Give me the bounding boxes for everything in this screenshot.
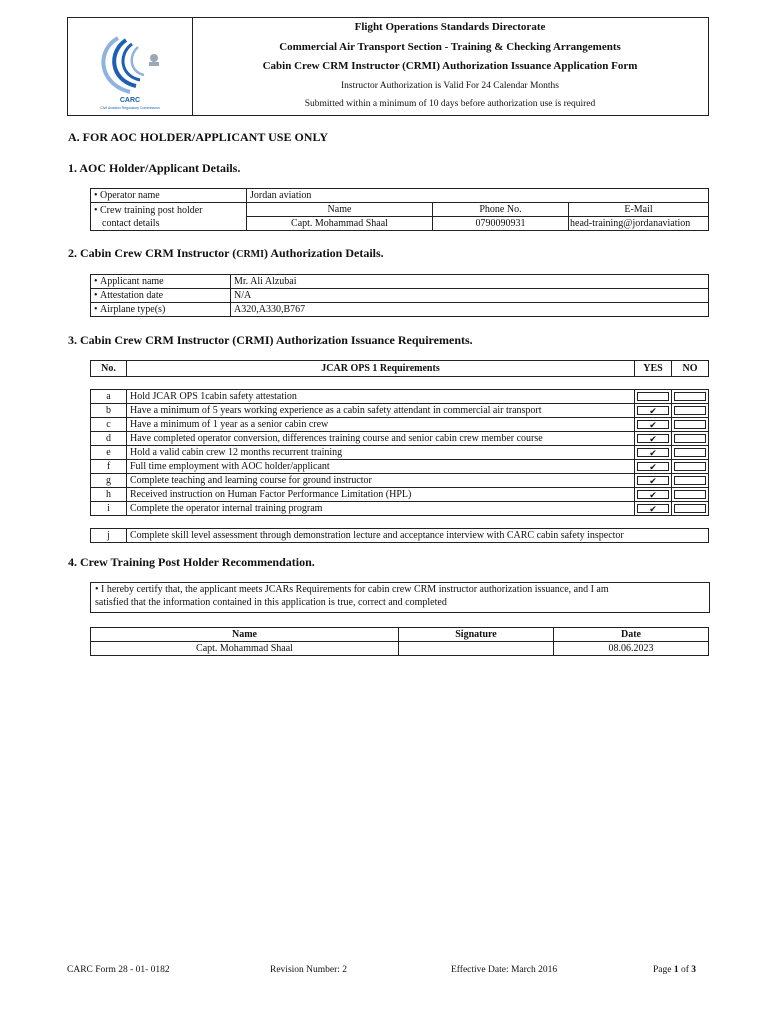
certification-line-2: satisfied that the information contained in this application is true, correct and completed xyxy=(95,597,447,608)
operator-name-label: • Operator name xyxy=(91,189,247,203)
req-yes-checkbox[interactable] xyxy=(635,432,672,446)
checkmark-icon: ✔ xyxy=(649,405,657,416)
section-a-title: A. FOR AOC HOLDER/APPLICANT USE ONLY xyxy=(68,130,329,144)
req-head-no-col: NO xyxy=(672,361,709,377)
table-row xyxy=(91,460,709,474)
airplane-types-label: • Airplane type(s) xyxy=(91,303,231,317)
contact-email: head-training@jordanaviation xyxy=(569,217,709,231)
header-submission: Submitted within a minimum of 10 days before authorization use is required xyxy=(304,99,596,109)
req-text: Have a minimum of 1 year as a senior cabin crew xyxy=(127,418,635,432)
req-yes-checkbox[interactable] xyxy=(635,446,672,460)
checkmark-icon: ✔ xyxy=(649,489,657,500)
applicant-name-label: • Applicant name xyxy=(91,275,231,289)
req-no: d xyxy=(91,432,127,446)
req-yes-checkbox[interactable] xyxy=(635,488,672,502)
footer-page-of: of xyxy=(678,965,692,975)
req-text: Complete teaching and learning course for ground instructor xyxy=(127,474,635,488)
table-row xyxy=(91,390,709,404)
footer-effective-date: Effective Date: March 2016 xyxy=(451,965,558,975)
sig-name-value: Capt. Mohammad Shaal xyxy=(91,642,399,656)
req-no: e xyxy=(91,446,127,460)
req-no: f xyxy=(91,460,127,474)
checkmark-icon: ✔ xyxy=(649,433,657,444)
footer-form-number: CARC Form 28 - 01- 0182 xyxy=(67,965,170,975)
checkmark-icon: ✔ xyxy=(649,503,657,514)
authorization-details-table xyxy=(90,274,709,317)
sig-head-date: Date xyxy=(554,628,709,642)
form-header xyxy=(67,17,709,116)
req-no-checkbox[interactable] xyxy=(672,460,709,474)
logo-subtitle: Civil Aviation Regulatory Commission xyxy=(100,106,160,110)
section-1-title: 1. AOC Holder/Applicant Details. xyxy=(68,161,241,175)
requirement-j-table xyxy=(90,528,709,543)
carc-logo-icon xyxy=(68,18,192,115)
section-2-title-b: CRMI xyxy=(236,249,264,260)
sig-head-name: Name xyxy=(91,628,399,642)
req-no-checkbox[interactable] xyxy=(672,488,709,502)
req-yes-checkbox[interactable] xyxy=(635,474,672,488)
contact-label-1: • Crew training post holder xyxy=(94,204,243,217)
footer-page-number xyxy=(653,965,696,975)
req-text: Complete the operator internal training program xyxy=(127,502,635,516)
req-no-checkbox[interactable] xyxy=(672,502,709,516)
req-text: Hold JCAR OPS 1cabin safety attestation xyxy=(127,390,635,404)
contact-phone: 0790090931 xyxy=(433,217,569,231)
footer-page-current: 1 xyxy=(673,965,679,975)
req-text: Complete skill level assessment through demonstration lecture and acceptance interview with CARC cabin safety inspector xyxy=(127,529,709,543)
req-no-checkbox[interactable] xyxy=(672,474,709,488)
table-row xyxy=(91,529,709,543)
applicant-details-table xyxy=(90,188,709,231)
footer-revision: Revision Number: 2 xyxy=(270,965,348,975)
header-form-title: Cabin Crew CRM Instructor (CRMI) Authorization Issuance Application Form xyxy=(262,60,638,72)
table-row xyxy=(91,432,709,446)
attestation-date-value: N/A xyxy=(231,289,709,303)
logo-cell xyxy=(68,18,193,115)
req-text: Have completed operator conversion, differences training course and senior cabin crew member course xyxy=(127,432,635,446)
req-no: h xyxy=(91,488,127,502)
req-no-checkbox[interactable] xyxy=(672,432,709,446)
req-text: Full time employment with AOC holder/applicant xyxy=(127,460,635,474)
req-head-requirements: JCAR OPS 1 Requirements xyxy=(127,361,635,377)
col-name-header: Name xyxy=(247,203,433,217)
page-footer xyxy=(0,965,768,979)
contact-label-2: contact details xyxy=(102,217,160,229)
checkmark-icon: ✔ xyxy=(649,461,657,472)
table-row xyxy=(91,488,709,502)
table-row xyxy=(91,446,709,460)
req-head-no: No. xyxy=(91,361,127,377)
col-phone-header: Phone No. xyxy=(433,203,569,217)
table-row xyxy=(91,474,709,488)
requirements-header-table xyxy=(90,360,709,377)
table-row xyxy=(91,502,709,516)
header-org: Flight Operations Standards Directorate xyxy=(354,21,546,33)
req-yes-checkbox[interactable] xyxy=(635,390,672,404)
req-no: a xyxy=(91,390,127,404)
checkmark-icon: ✔ xyxy=(649,419,657,430)
contact-name: Capt. Mohammad Shaal xyxy=(247,217,433,231)
section-2-title xyxy=(68,246,384,261)
req-text: Received instruction on Human Factor Performance Limitation (HPL) xyxy=(127,488,635,502)
checkmark-icon: ✔ xyxy=(649,475,657,486)
req-no-checkbox[interactable] xyxy=(672,446,709,460)
req-head-yes: YES xyxy=(635,361,672,377)
footer-page-label: Page xyxy=(653,965,674,975)
req-text: Have a minimum of 5 years working experience as a cabin safety attendant in commercial air transport xyxy=(127,404,635,418)
certification-line-1: • I hereby certify that, the applicant meets JCARs Requirements for cabin crew CRM instructor authorization issuance, and I am xyxy=(95,583,705,596)
certification-box xyxy=(90,582,710,613)
req-yes-checkbox[interactable] xyxy=(635,418,672,432)
attestation-date-label: • Attestation date xyxy=(91,289,231,303)
signature-field[interactable] xyxy=(399,642,554,656)
req-yes-checkbox[interactable] xyxy=(635,502,672,516)
section-2-title-c: ) Authorization Details. xyxy=(264,246,384,260)
signature-table xyxy=(90,627,709,656)
section-4-title: 4. Crew Training Post Holder Recommendation. xyxy=(68,555,315,569)
header-section: Commercial Air Transport Section - Training & Checking Arrangements xyxy=(279,41,621,53)
section-2-title-a: 2. Cabin Crew CRM Instructor ( xyxy=(68,246,237,260)
req-yes-checkbox[interactable] xyxy=(635,404,672,418)
logo-text: CARC xyxy=(119,97,141,104)
header-validity: Instructor Authorization is Valid For 24 Calendar Months xyxy=(340,81,560,91)
sig-date-value: 08.06.2023 xyxy=(554,642,709,656)
col-email-header: E-Mail xyxy=(569,203,709,217)
req-no-checkbox[interactable] xyxy=(672,390,709,404)
req-yes-checkbox[interactable] xyxy=(635,460,672,474)
sig-head-signature: Signature xyxy=(399,628,554,642)
req-no: j xyxy=(91,529,127,543)
table-row xyxy=(91,418,709,432)
req-no-checkbox[interactable] xyxy=(672,418,709,432)
req-no: g xyxy=(91,474,127,488)
contact-label-cell xyxy=(91,203,247,231)
airplane-types-value: A320,A330,B767 xyxy=(231,303,709,317)
req-no: b xyxy=(91,404,127,418)
table-row xyxy=(91,404,709,418)
footer-page-total: 3 xyxy=(691,965,697,975)
checkmark-icon: ✔ xyxy=(649,447,657,458)
requirements-table xyxy=(90,389,709,516)
section-3-title: 3. Cabin Crew CRM Instructor (CRMI) Authorization Issuance Requirements. xyxy=(68,333,473,347)
req-no: i xyxy=(91,502,127,516)
applicant-name-value: Mr. Ali Alzubai xyxy=(231,275,709,289)
req-no: c xyxy=(91,418,127,432)
req-text: Hold a valid cabin crew 12 months recurrent training xyxy=(127,446,635,460)
req-no-checkbox[interactable] xyxy=(672,404,709,418)
operator-name-value: Jordan aviation xyxy=(247,189,709,203)
